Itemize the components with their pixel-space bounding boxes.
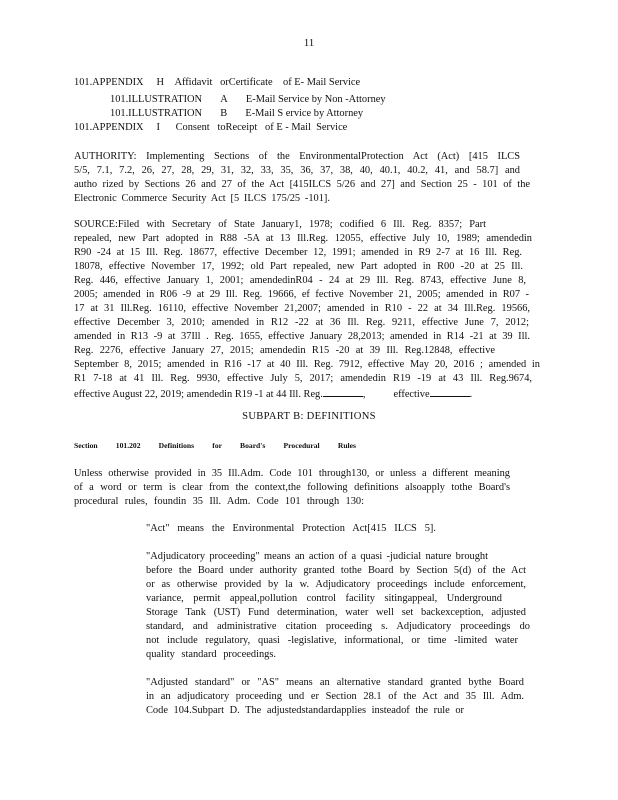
effective-date-blank: [430, 387, 470, 397]
definition-adjudicatory-line: quality standard proceedings.: [146, 649, 276, 660]
source-line: 2005; amended in R06 -9 at 29 Ill. Reg. 19666, ef fective November 21, 2005; amended in R07 -: [74, 289, 529, 300]
register-page-blank: [323, 387, 363, 397]
intro-line: of a word or term is clear from the context,the following definitions alsoapply tothe Board's: [74, 482, 510, 493]
definition-adjudicatory-line: or as otherwise provided by la w. Adjudicatory proceedings include enforcement,: [146, 579, 526, 590]
source-line: 17 at 31 Ill.Reg. 16110, effective November 21,2007; amended in R10 - 22 at 34 Ill.Reg. 19566,: [74, 303, 530, 314]
effective-label: effective: [393, 389, 430, 400]
definition-adjudicatory-line: before the Board under authority granted tothe Board by Section 5(d) of the Act: [146, 565, 526, 576]
definition-adjudicatory-line: Storage Tank (UST) Fund determination, water well set backexception, adjusted: [146, 607, 526, 618]
definition-adjusted-line: "Adjusted standard" or "AS" means an alternative standard granted bythe Board: [146, 677, 524, 688]
definition-adjudicatory-line: not include regulatory, quasi -legislative, informational, or time -limited water: [146, 635, 518, 646]
authority-line: 5/5, 7.1, 7.2, 26, 27, 28, 29, 31, 32, 33, 35, 36, 37, 38, 40, 40.1, 40.2, 41, and 58.7] and: [74, 165, 520, 176]
definition-adjudicatory-line: standard, and administrative citation proceeding s. Adjudicatory proceedings do: [146, 621, 530, 632]
source-line-last: [74, 387, 472, 401]
page-number: 11: [303, 37, 315, 49]
definition-adjusted-line: Code 104.Subpart D. The adjustedstandardapplies insteadof the rule or: [146, 705, 464, 716]
subpart-heading: SUBPART B: DEFINITIONS: [242, 411, 376, 422]
period: .: [469, 389, 473, 400]
toc-illustration-a: 101.ILLUSTRATION A E-Mail Service by Non -Attorney: [110, 94, 386, 105]
toc-appendix-i: 101.APPENDIX I Consent toReceipt of E - Mail Service: [74, 122, 348, 133]
definition-adjudicatory-line: variance, permit appeal,pollution control facility sitingappeal, Underground: [146, 593, 502, 604]
source-line: R90 -24 at 15 Ill. Reg. 18677, effective December 12, 1991; amended in R9 2-7 at 16 Ill. Reg.: [74, 247, 522, 258]
comma: ,: [362, 389, 366, 400]
authority-line: Electronic Commerce Security Act [5 ILCS 175/25 -101].: [74, 193, 330, 204]
source-line: R1 7-18 at 41 Ill. Reg. 9930, effective July 5, 2017; amendedin R19 -19 at 43 Ill. Reg.9674,: [74, 373, 532, 384]
source-line: Reg. 446, effective January 1, 2001; amendedinR04 - 24 at 29 Ill. Reg. 8743, effective June 8,: [74, 275, 526, 286]
source-line: effective December 3, 2010; amended in R12 -22 at 36 Ill. Reg. 9211, effective June 7, 2012;: [74, 317, 529, 328]
source-line: September 8, 2015; amended in R16 -17 at 40 Ill. Reg. 7912, effective May 20, 2016 ; amended in: [74, 359, 540, 370]
toc-appendix-h: 101.APPENDIX H Affidavit orCertificate of E- Mail Service: [74, 77, 361, 88]
source-effective-text: effective August 22, 2019; amendedin R19 -1 at 44 Ill. Reg.: [74, 389, 323, 400]
source-line: Reg. 2276, effective January 27, 2015; amendedin R15 -20 at 39 Ill. Reg.12848, effective: [74, 345, 495, 356]
authority-line: autho rized by Sections 26 and 27 of the Act [415ILCS 5/26 and 27] and Section 25 - 101 of the: [74, 179, 530, 190]
authority-line: AUTHORITY: Implementing Sections of the EnvironmentalProtection Act (Act) [415 ILCS: [74, 151, 520, 162]
source-line: SOURCE:Filed with Secretary of State January1, 1978; codified 6 Ill. Reg. 8357; Part: [74, 219, 486, 230]
intro-line: procedural rules, foundin 35 Ill. Adm. Code 101 through 130:: [74, 496, 364, 507]
source-line: amended in R13 -9 at 37Ill . Reg. 1655, effective January 28,2013; amended in R14 -21 at 39 Ill.: [74, 331, 530, 342]
source-line: 18078, effective November 17, 1992; old Part repealed, new Part adopted in R00 -20 at 25 Ill.: [74, 261, 523, 272]
definition-act: "Act" means the Environmental Protection Act[415 ILCS 5].: [146, 523, 436, 534]
intro-line: Unless otherwise provided in 35 Ill.Adm. Code 101 through130, or unless a different meaning: [74, 468, 510, 479]
section-heading: Section 101.202 Definitions for Board's Procedural Rules: [74, 441, 356, 450]
definition-adjusted-line: in an adjudicatory proceeding und er Section 28.1 of the Act and 35 Ill. Adm.: [146, 691, 524, 702]
toc-illustration-b: 101.ILLUSTRATION B E-Mail S ervice by Attorney: [110, 108, 364, 119]
source-line: repealed, new Part adopted in R88 -5A at 13 Ill.Reg. 12055, effective July 10, 1989; amendedin: [74, 233, 532, 244]
definition-adjudicatory-line: "Adjudicatory proceeding" means an action of a quasi -judicial nature brought: [146, 551, 488, 562]
